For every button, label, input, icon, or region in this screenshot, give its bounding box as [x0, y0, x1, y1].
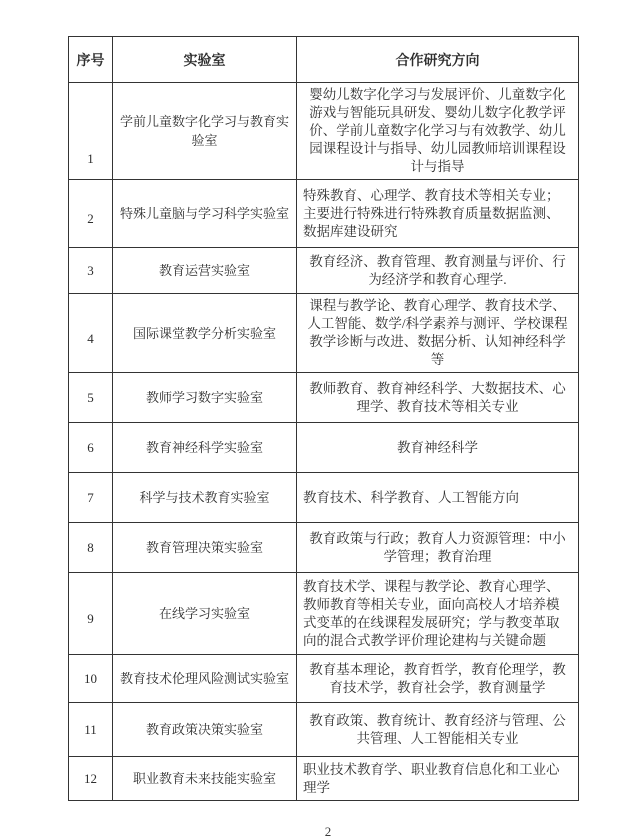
page-number: 2 [324, 824, 332, 839]
table-row [69, 294, 579, 373]
table-row [69, 423, 579, 473]
cell-direction: 教育经济、教育管理、教育测量与评价、行为经济学和教育心理学. [297, 248, 579, 294]
cell-lab: 在线学习实验室 [113, 573, 297, 655]
table-row [69, 248, 579, 294]
cell-lab: 教育技术伦理风险测试实验室 [113, 655, 297, 703]
cell-no: 12 [69, 757, 113, 801]
cell-direction: 教师教育、教育神经科学、大数据技术、心理学、教育技术等相关专业 [297, 373, 579, 423]
cell-lab: 教育运营实验室 [113, 248, 297, 294]
table-row [69, 373, 579, 423]
table-row [69, 180, 579, 248]
cell-no: 5 [69, 373, 113, 423]
cell-lab: 特殊儿童脑与学习科学实验室 [113, 180, 297, 248]
cell-direction: 婴幼儿数字化学习与发展评价、儿童数字化游戏与智能玩具研发、婴幼儿数字化教学评价、学前儿童数字化学习与有效教学、幼儿园课程设计与指导、幼儿园教师培训课程设计与指导 [297, 83, 579, 180]
cell-no: 6 [69, 423, 113, 473]
cell-no: 2 [69, 180, 113, 248]
cell-lab: 教育管理决策实验室 [113, 523, 297, 573]
cell-lab: 教师学习数字实验室 [113, 373, 297, 423]
cell-direction: 特殊教育、心理学、教育技术等相关专业；主要进行特殊进行特殊教育质量数据监测、数据库建设研究 [297, 180, 579, 248]
cell-direction: 教育政策、教育统计、教育经济与管理、公共管理、人工智能相关专业 [297, 703, 579, 757]
table-row [69, 83, 579, 180]
cell-direction: 课程与教学论、教育心理学、教育技术学、人工智能、数学/科学素养与测评、学校课程教学诊断与改进、数据分析、认知神经科学等 [297, 294, 579, 373]
table-row [69, 655, 579, 703]
header-row [69, 37, 579, 83]
cell-direction: 教育基本理论，教育哲学，教育伦理学，教育技术学，教育社会学，教育测量学 [297, 655, 579, 703]
table-row [69, 473, 579, 523]
cell-lab: 教育政策决策实验室 [113, 703, 297, 757]
cell-lab: 职业教育未来技能实验室 [113, 757, 297, 801]
cell-lab: 国际课堂教学分析实验室 [113, 294, 297, 373]
header-cell-lab: 实验室 [113, 37, 297, 83]
cell-no: 8 [69, 523, 113, 573]
cell-lab: 学前儿童数字化学习与教育实验室 [113, 83, 297, 180]
cell-no: 4 [69, 294, 113, 373]
table-row [69, 703, 579, 757]
labs-table [68, 36, 579, 801]
header-cell-no: 序号 [69, 37, 113, 83]
cell-direction: 教育政策与行政；教育人力资源管理：中小学管理；教育治理 [297, 523, 579, 573]
cell-no: 10 [69, 655, 113, 703]
cell-no: 7 [69, 473, 113, 523]
cell-direction: 教育神经科学 [297, 423, 579, 473]
cell-no: 9 [69, 573, 113, 655]
table-row [69, 757, 579, 801]
cell-direction: 职业技术教育学、职业教育信息化和工业心理学 [297, 757, 579, 801]
table-row [69, 573, 579, 655]
cell-lab: 科学与技术教育实验室 [113, 473, 297, 523]
header-cell-direction: 合作研究方向 [297, 37, 579, 83]
cell-lab: 教育神经科学实验室 [113, 423, 297, 473]
cell-no: 3 [69, 248, 113, 294]
cell-no: 11 [69, 703, 113, 757]
table-row [69, 523, 579, 573]
cell-direction: 教育技术学、课程与教学论、教育心理学、教师教育等相关专业，面向高校人才培养模式变革的在线课程发展研究；学与教变革取向的混合式教学评价理论建构与关键命题 [297, 573, 579, 655]
cell-no: 1 [69, 83, 113, 180]
cell-direction: 教育技术、科学教育、人工智能方向 [297, 473, 579, 523]
